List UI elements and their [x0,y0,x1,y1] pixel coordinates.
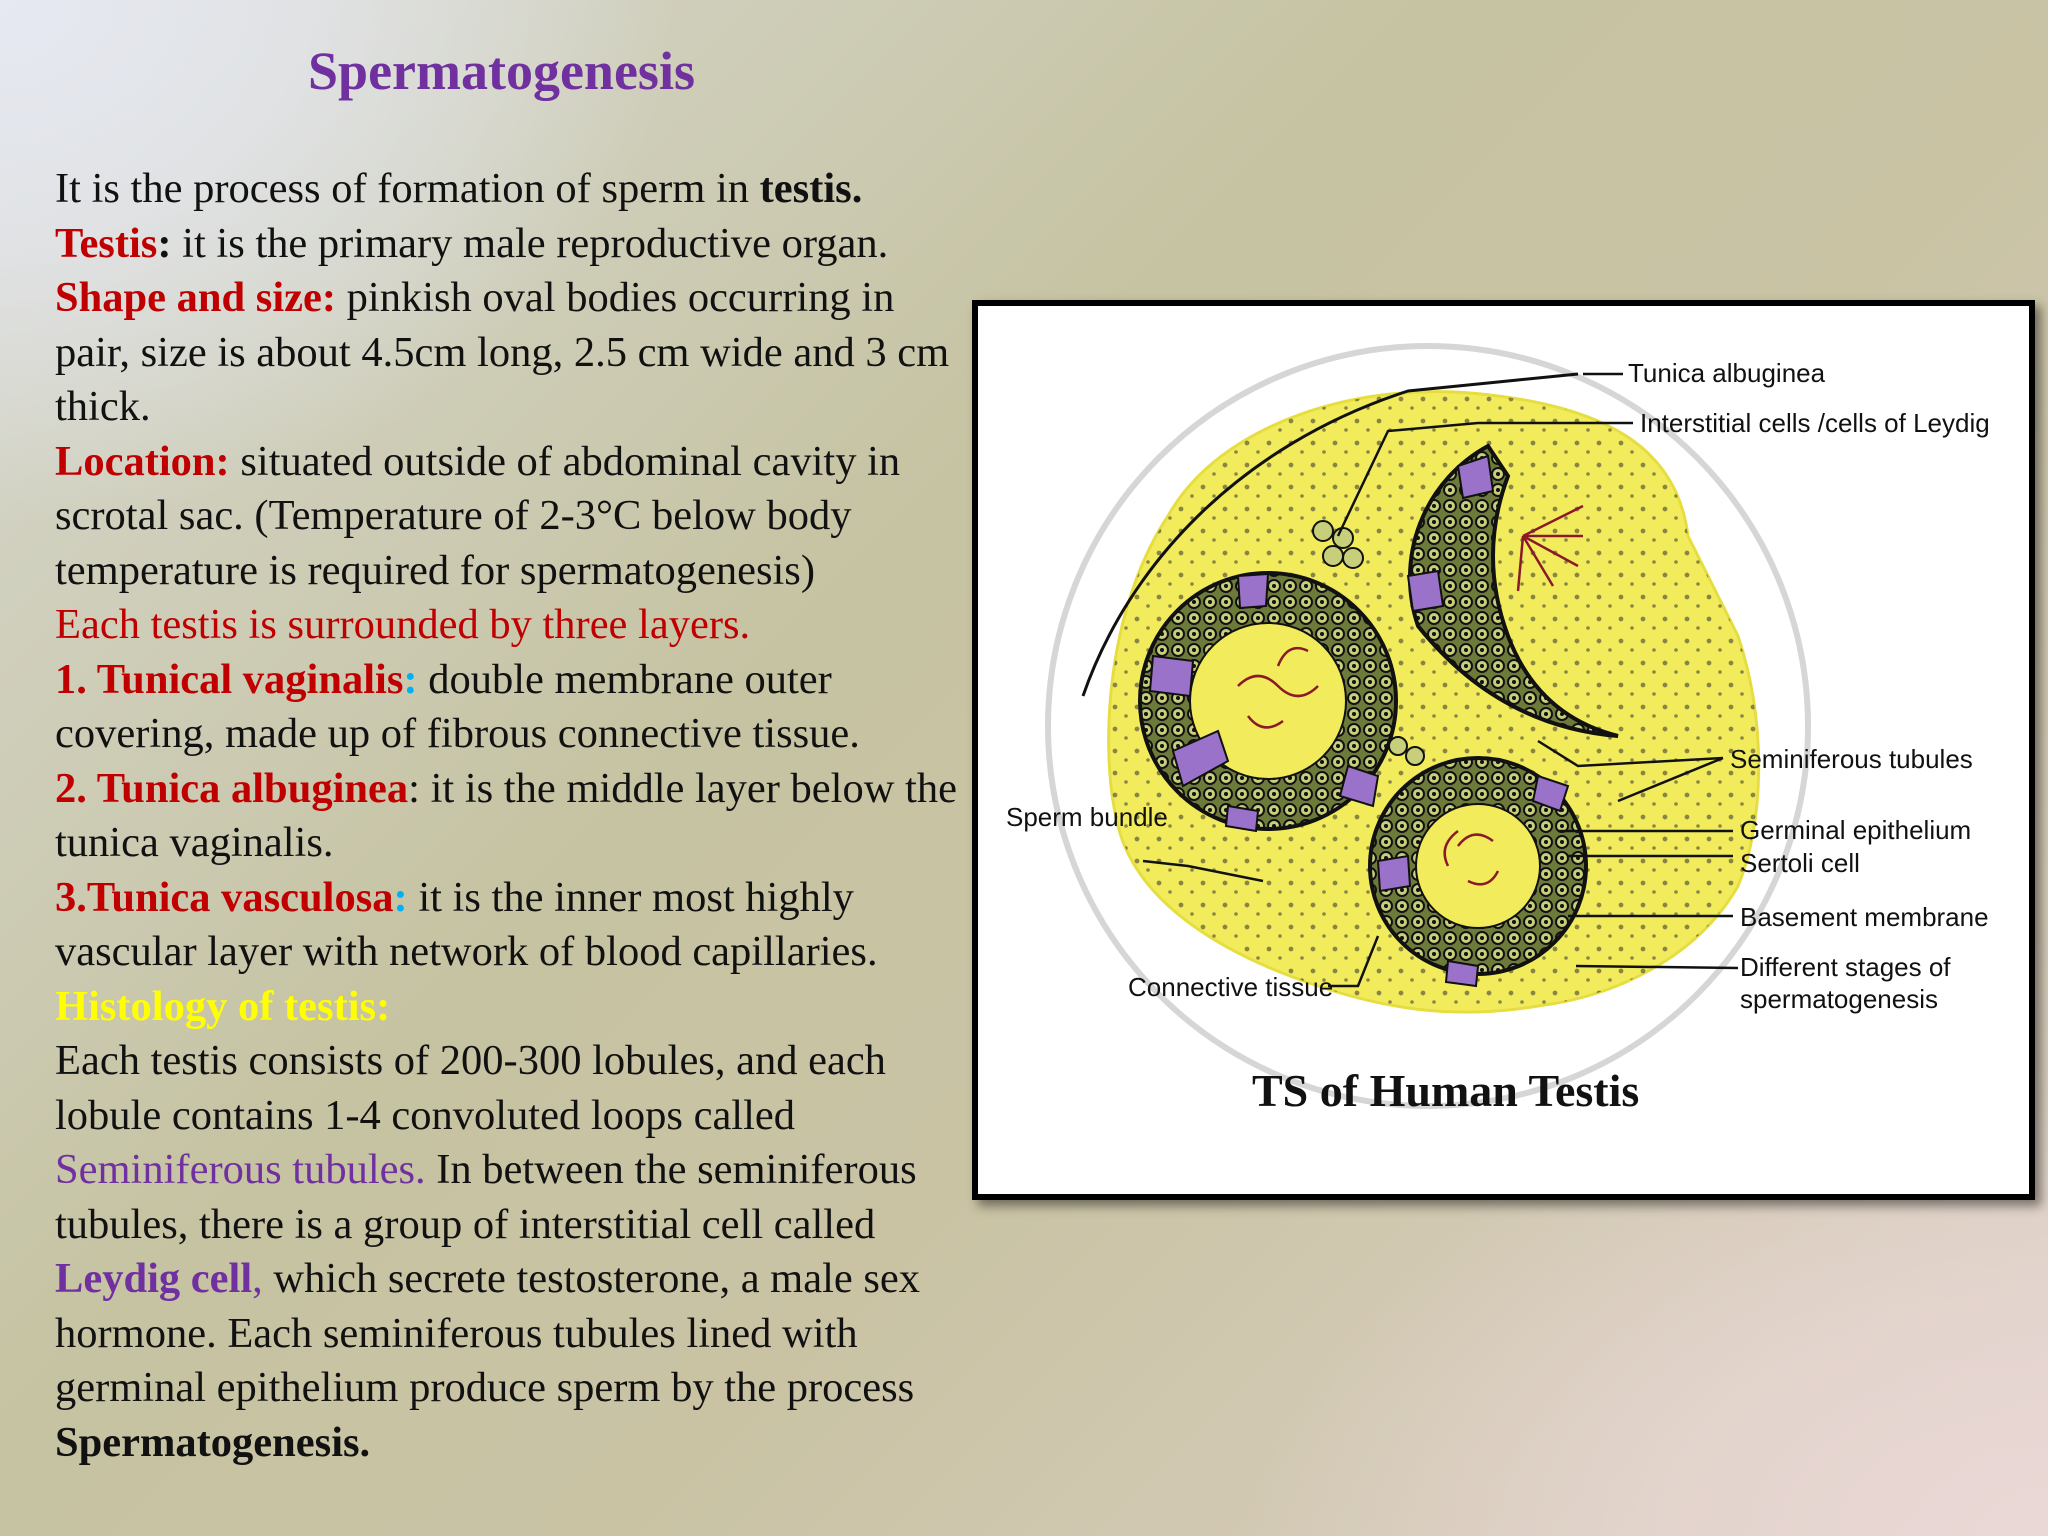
testis-diagram [978,306,2029,1194]
figure-caption: TS of Human Testis [1252,1065,1640,1116]
testis-diagram-figure [972,300,2035,1200]
paragraph-tunica-vasculosa: 3.Tunica vasculosa: it is the inner most highly vascular layer with network of blood capillaries. [55,873,878,975]
body-text [55,162,975,1470]
label-sperm-bundle: Sperm bundle [1006,802,1168,832]
seminiferous-tubule-left [1140,573,1396,831]
paragraph-location: Location: situated outside of abdominal cavity in scrotal sac. (Temperature of 2-3°C below body temperature is required for spermatogenesis) [55,437,901,594]
paragraph-tunica-vaginalis: 1. Tunical vaginalis: double membrane outer covering, made up of fibrous connective tissue. [55,655,860,757]
label-connective-tissue: Connective tissue [1128,972,1334,1002]
paragraph-layers-intro: Each testis is surrounded by three layers. [55,601,751,648]
heading-histology: Histology of testis: [55,982,391,1030]
label-tunica-albuginea: Tunica albuginea [1628,358,1826,388]
label-germinal-epithelium: Germinal epithelium [1740,815,1972,845]
label-leydig: Interstitial cells /cells of Leydig [1640,408,1990,438]
label-stages-line2: spermatogenesis [1740,984,1938,1014]
paragraph-shape-size: Shape and size: pinkish oval bodies occurring in pair, size is about 4.5cm long, 2.5 cm wide and 3 cm thick. [55,274,950,430]
paragraph-testis: Testis: it is the primary male reproductive organ. [55,219,889,267]
label-sertoli-cell: Sertoli cell [1740,848,1860,878]
label-stages-line1: Different stages of [1740,952,1951,982]
label-seminiferous: Seminiferous tubules [1730,744,1973,774]
slide-title: Spermatogenesis [308,41,695,101]
paragraph-tunica-albuginea: 2. Tunica albuginea: it is the middle layer below the tunica vaginalis. [55,764,957,866]
paragraph-definition: It is the process of formation of sperm in testis. [55,165,863,212]
paragraph-histology: Each testis consists of 200-300 lobules, and each lobule contains 1-4 convoluted loops called Seminiferous tubules. In between the seminiferous tubules, there is a group of interstitial cell called Leydig cell, which secrete testosterone, a male sex hormone. Each seminiferous tubules lined with germinal epithelium produce sperm by the process Spermatogenesis. [55,1037,921,1466]
label-basement-membrane: Basement membrane [1740,902,1989,932]
